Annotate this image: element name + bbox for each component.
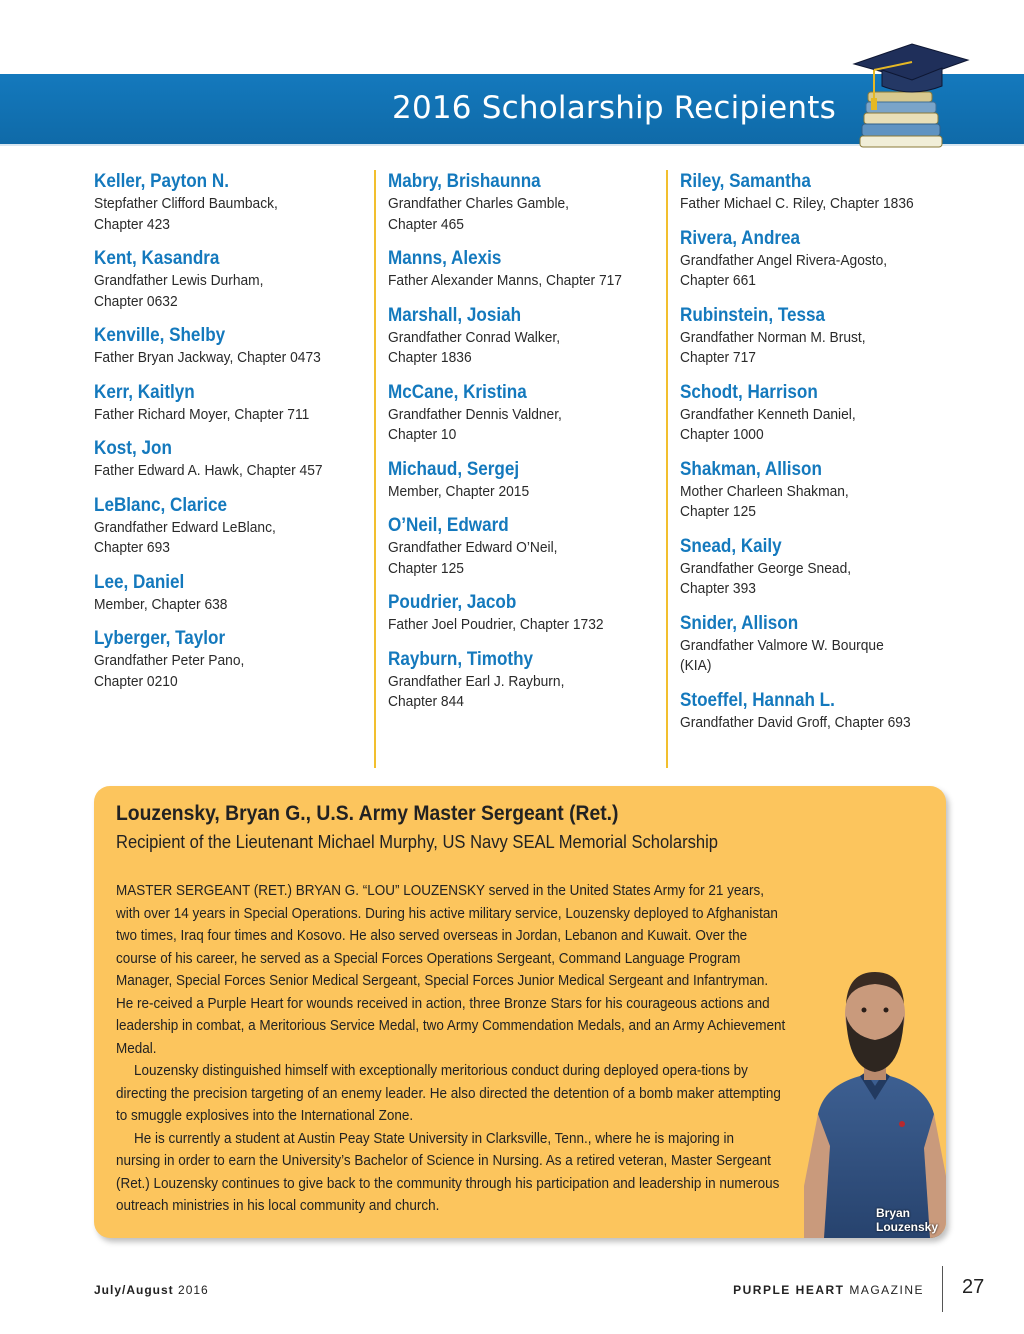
- recipients-column-1: [94, 170, 364, 704]
- list-item: [680, 612, 936, 677]
- recipient-relation: Grandfather Earl J. Rayburn, Chapter 844: [388, 672, 565, 710]
- list-item: [680, 304, 936, 369]
- issue-year: 2016: [178, 1283, 209, 1297]
- list-item: [680, 170, 936, 215]
- recipients-column-3: [666, 170, 936, 768]
- issue-month: July/August: [94, 1283, 174, 1297]
- list-item: [94, 437, 364, 482]
- recipient-name: Snider, Allison: [680, 612, 799, 634]
- recipient-name: Riley, Samantha: [680, 171, 811, 192]
- bio-paragraph: Louzensky distinguished himself with exceptionally meritorious conduct during deployed opera-tions by directing the precision targeting of an enemy leader. He also directed the detention of a bomb maker attempting to smuggle explosives into the International Zone.: [116, 1062, 781, 1124]
- recipient-name: Schodt, Harrison: [680, 381, 818, 403]
- list-item: [94, 324, 364, 369]
- recipient-relation: Father Richard Moyer, Chapter 711: [94, 405, 310, 423]
- recipient-relation: Grandfather Angel Rivera-Agosto, Chapter 661: [680, 251, 888, 289]
- recipient-relation: Grandfather Lewis Durham, Chapter 0632: [94, 272, 264, 310]
- recipient-relation: Grandfather Peter Pano, Chapter 0210: [94, 652, 245, 690]
- list-item: [388, 458, 644, 503]
- recipient-relation: Grandfather George Snead, Chapter 393: [680, 559, 852, 597]
- bio-paragraph: MASTER SERGEANT (RET.) BRYAN G. “LOU” LOUZENSKY served in the United States Army for 21 years, with over 14 years in Special Operations. During his active military service, Louzensky deployed to Afghanistan two times, Iraq four times and Kosovo. He also served overseas in Jordan, Lebanon and Kuwait. Over the course of his career, he served as a Special Forces Operations Sergeant, Command Language Program Manager, Special Forces Senior Medical Sergeant, Special Forces Junior Medical Sergeant and Infantryman. He re-ceived a Purple Heart for wounds received in action, three Bronze Stars for his courageous actions and leadership in combat, a Meritorious Service Medal, two Army Commendation Medals, and an Army Achievement Medal.: [116, 882, 786, 1057]
- recipient-relation: Grandfather Charles Gamble, Chapter 465: [388, 195, 570, 233]
- featured-recipient-box: [94, 786, 946, 1238]
- graduation-cap-books-icon: [846, 38, 976, 150]
- issue-date: [94, 1283, 209, 1297]
- recipient-relation: Father Joel Poudrier, Chapter 1732: [388, 616, 604, 633]
- list-item: [388, 381, 644, 446]
- page-number: 27: [962, 1276, 985, 1298]
- recipient-relation: Grandfather Dennis Valdner, Chapter 10: [388, 405, 562, 443]
- recipient-name: O’Neil, Edward: [388, 515, 509, 536]
- list-item: [388, 591, 644, 636]
- recipient-relation: Member, Chapter 2015: [388, 482, 530, 500]
- recipients-column-2: [374, 170, 644, 768]
- recipient-name: Lyberger, Taylor: [94, 628, 226, 649]
- list-item: [388, 170, 644, 235]
- magazine-name-bold: PURPLE HEART: [733, 1283, 845, 1297]
- magazine-name: [733, 1283, 924, 1297]
- bio-paragraph: He is currently a student at Austin Peay State University in Clarksville, Tenn., where he is majoring in nursing in order to earn the University’s Bachelor of Science in Nursing. As a retired veteran, Master Sergeant (Ret.) Louzensky continues to give back to the community through his participation and leadership in numerous outreach ministries in his local community and church.: [116, 1129, 780, 1214]
- recipient-relation: Father Edward A. Hawk, Chapter 457: [94, 462, 323, 479]
- recipient-name: Rubinstein, Tessa: [680, 304, 826, 326]
- portrait-photo: [804, 886, 946, 1238]
- list-item: [94, 381, 364, 426]
- recipient-relation: Stepfather Clifford Baumback, Chapter 423: [94, 195, 278, 233]
- recipient-relation: Grandfather Edward O’Neil, Chapter 125: [388, 539, 558, 577]
- recipient-relation: Grandfather Valmore W. Bourque (KIA): [680, 636, 884, 674]
- list-item: [94, 627, 364, 692]
- list-item: [94, 571, 364, 616]
- list-item: [94, 247, 364, 312]
- recipient-name: Keller, Payton N.: [94, 171, 229, 192]
- list-item: [680, 689, 936, 734]
- list-item: [388, 648, 644, 713]
- featured-recipient-subtitle: Recipient of the Lieutenant Michael Murphy, US Navy SEAL Memorial Scholarship: [116, 832, 718, 852]
- list-item: [388, 514, 644, 579]
- recipient-name: Shakman, Allison: [680, 458, 822, 480]
- recipient-name: Manns, Alexis: [388, 248, 502, 269]
- footer-divider: [942, 1266, 943, 1312]
- recipient-name: McCane, Kristina: [388, 381, 527, 403]
- list-item: [94, 494, 364, 559]
- photo-caption: Bryan Louzensky: [876, 1206, 939, 1234]
- list-item: [680, 381, 936, 446]
- recipient-relation: Member, Chapter 638: [94, 595, 228, 613]
- page-title: 2016 Scholarship Recipients: [392, 90, 836, 126]
- list-item: [388, 247, 644, 292]
- recipient-relation: Father Alexander Manns, Chapter 717: [388, 272, 622, 289]
- list-item: [94, 170, 364, 235]
- list-item: [388, 304, 644, 369]
- recipient-name: Kenville, Shelby: [94, 325, 226, 346]
- recipient-name: Poudrier, Jacob: [388, 592, 517, 613]
- recipient-name: Kost, Jon: [94, 438, 172, 459]
- recipient-name: Stoeffel, Hannah L.: [680, 689, 835, 711]
- recipient-relation: Grandfather Edward LeBlanc, Chapter 693: [94, 518, 276, 556]
- recipient-name: Lee, Daniel: [94, 571, 185, 593]
- recipient-name: Snead, Kaily: [680, 535, 782, 557]
- list-item: [680, 535, 936, 600]
- recipient-name: Rayburn, Timothy: [388, 648, 534, 670]
- recipient-relation: Father Michael C. Riley, Chapter 1836: [680, 195, 914, 212]
- recipient-relation: Father Bryan Jackway, Chapter 0473: [94, 349, 321, 366]
- recipient-relation: Grandfather Conrad Walker, Chapter 1836: [388, 328, 561, 366]
- recipient-name: Kerr, Kaitlyn: [94, 381, 195, 403]
- recipient-relation: Mother Charleen Shakman, Chapter 125: [680, 482, 849, 520]
- recipient-name: Kent, Kasandra: [94, 248, 220, 269]
- featured-recipient-title: Louzensky, Bryan G., U.S. Army Master Sergeant (Ret.): [116, 802, 619, 825]
- recipient-name: Michaud, Sergej: [388, 458, 520, 480]
- recipient-name: Mabry, Brishaunna: [388, 171, 541, 192]
- recipient-relation: Grandfather Norman M. Brust, Chapter 717: [680, 328, 866, 366]
- recipient-name: LeBlanc, Clarice: [94, 494, 228, 516]
- recipient-relation: Grandfather David Groff, Chapter 693: [680, 713, 911, 731]
- recipient-relation: Grandfather Kenneth Daniel, Chapter 1000: [680, 405, 856, 443]
- magazine-name-light: MAGAZINE: [849, 1283, 924, 1297]
- recipient-name: Rivera, Andrea: [680, 227, 801, 249]
- list-item: [680, 227, 936, 292]
- recipient-name: Marshall, Josiah: [388, 304, 522, 326]
- list-item: [680, 458, 936, 523]
